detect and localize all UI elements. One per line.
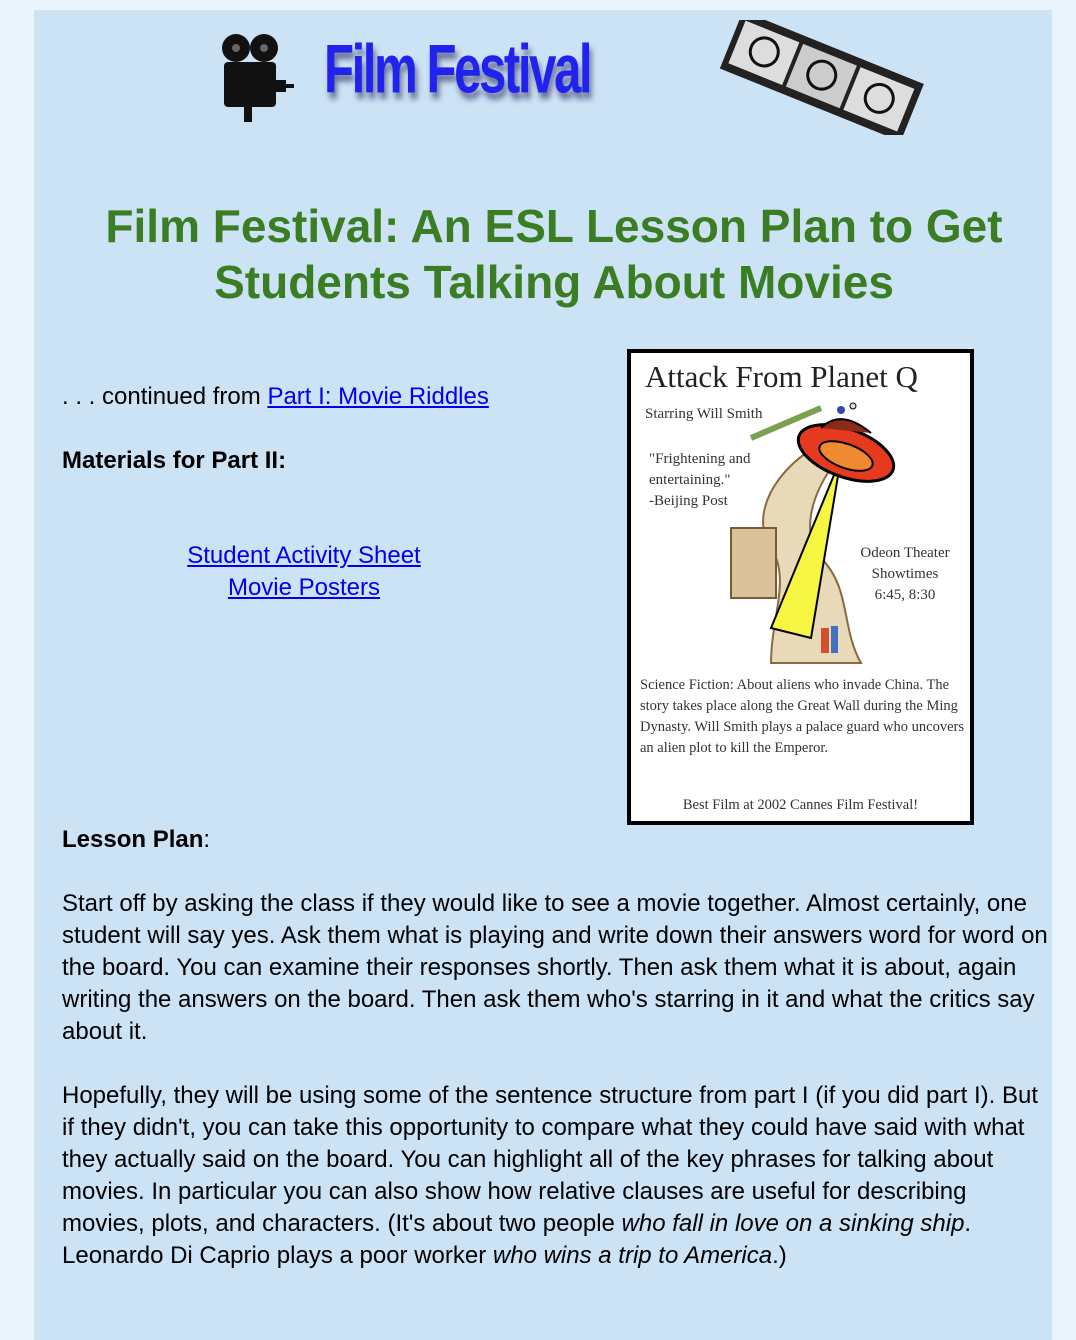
lesson-paragraph-2: [62, 1080, 1050, 1272]
poster-title: Attack From Planet Q: [645, 359, 918, 394]
continued-prefix: . . . continued from: [62, 383, 268, 410]
quote-line-2: entertaining.": [649, 472, 731, 488]
lesson-paragraph-1: Start off by asking the class if they would like to see a movie together. Almost certainly, one student will say yes. Ask them what is playing and write down their answers word for word on the board. You can examine their responses shortly. Then ask them what it is about, again writing the answers on the board. Then ask them who's starring in it and what the critics say about it.: [62, 890, 1048, 1045]
lesson-heading-colon: :: [203, 826, 211, 853]
banner-logo-text: Film Festival: [324, 30, 591, 108]
poster-award: Best Film at 2002 Cannes Film Festival!: [682, 797, 919, 813]
student-activity-sheet-link[interactable]: Student Activity Sheet: [187, 542, 421, 569]
para2-text-c: .): [772, 1242, 787, 1269]
materials-heading: Materials for Part II:: [62, 447, 287, 474]
movie-camera-icon: [214, 30, 299, 125]
film-strip-icon: [714, 20, 929, 135]
quote-line-1: "Frightening and: [649, 451, 751, 467]
poster-showtimes: [845, 543, 965, 606]
lesson-heading-text: Lesson Plan: [62, 826, 204, 853]
continued-from-text: [62, 381, 489, 413]
content-panel: [34, 10, 1052, 1340]
ufo-great-wall-illustration: [711, 398, 911, 668]
poster-starring: Starring Will Smith: [645, 406, 763, 422]
showtimes-label: Showtimes: [871, 566, 939, 582]
page-title: Film Festival: An ESL Lesson Plan to Get Students Talking About Movies: [105, 200, 1003, 308]
showtimes-value: 6:45, 8:30: [874, 587, 936, 603]
para2-text-b: . Leonardo Di Caprio plays a poor worker: [62, 1210, 972, 1269]
movie-poster: [627, 349, 974, 825]
para2-example-1: who fall in love on a sinking ship: [621, 1210, 965, 1237]
para2-example-2: who wins a trip to America: [492, 1242, 773, 1269]
film-festival-banner: [214, 15, 934, 130]
theater-name: Odeon Theater: [860, 545, 950, 561]
lesson-plan-heading: [62, 824, 210, 856]
quote-source: -Beijing Post: [649, 493, 728, 509]
materials-links: [124, 540, 484, 604]
part-1-link[interactable]: Part I: Movie Riddles: [267, 383, 489, 410]
poster-description: Science Fiction: About aliens who invade China. The story takes place along the Great Wall during the Ming Dynasty. Will Smith plays a palace guard who uncovers an alien plot to kill the Emperor.: [640, 677, 964, 756]
para2-text-a: Hopefully, they will be using some of the sentence structure from part I (if you did part I). But if they didn't, you can take this opportunity to compare what they could have said with what they actually said on the board. You can highlight all of the key phrases for talking about movies. In particular you can also show how relative clauses are useful for describing movies, plots, and characters. (It's about two people: [62, 1082, 1039, 1237]
movie-posters-link[interactable]: Movie Posters: [227, 574, 381, 601]
